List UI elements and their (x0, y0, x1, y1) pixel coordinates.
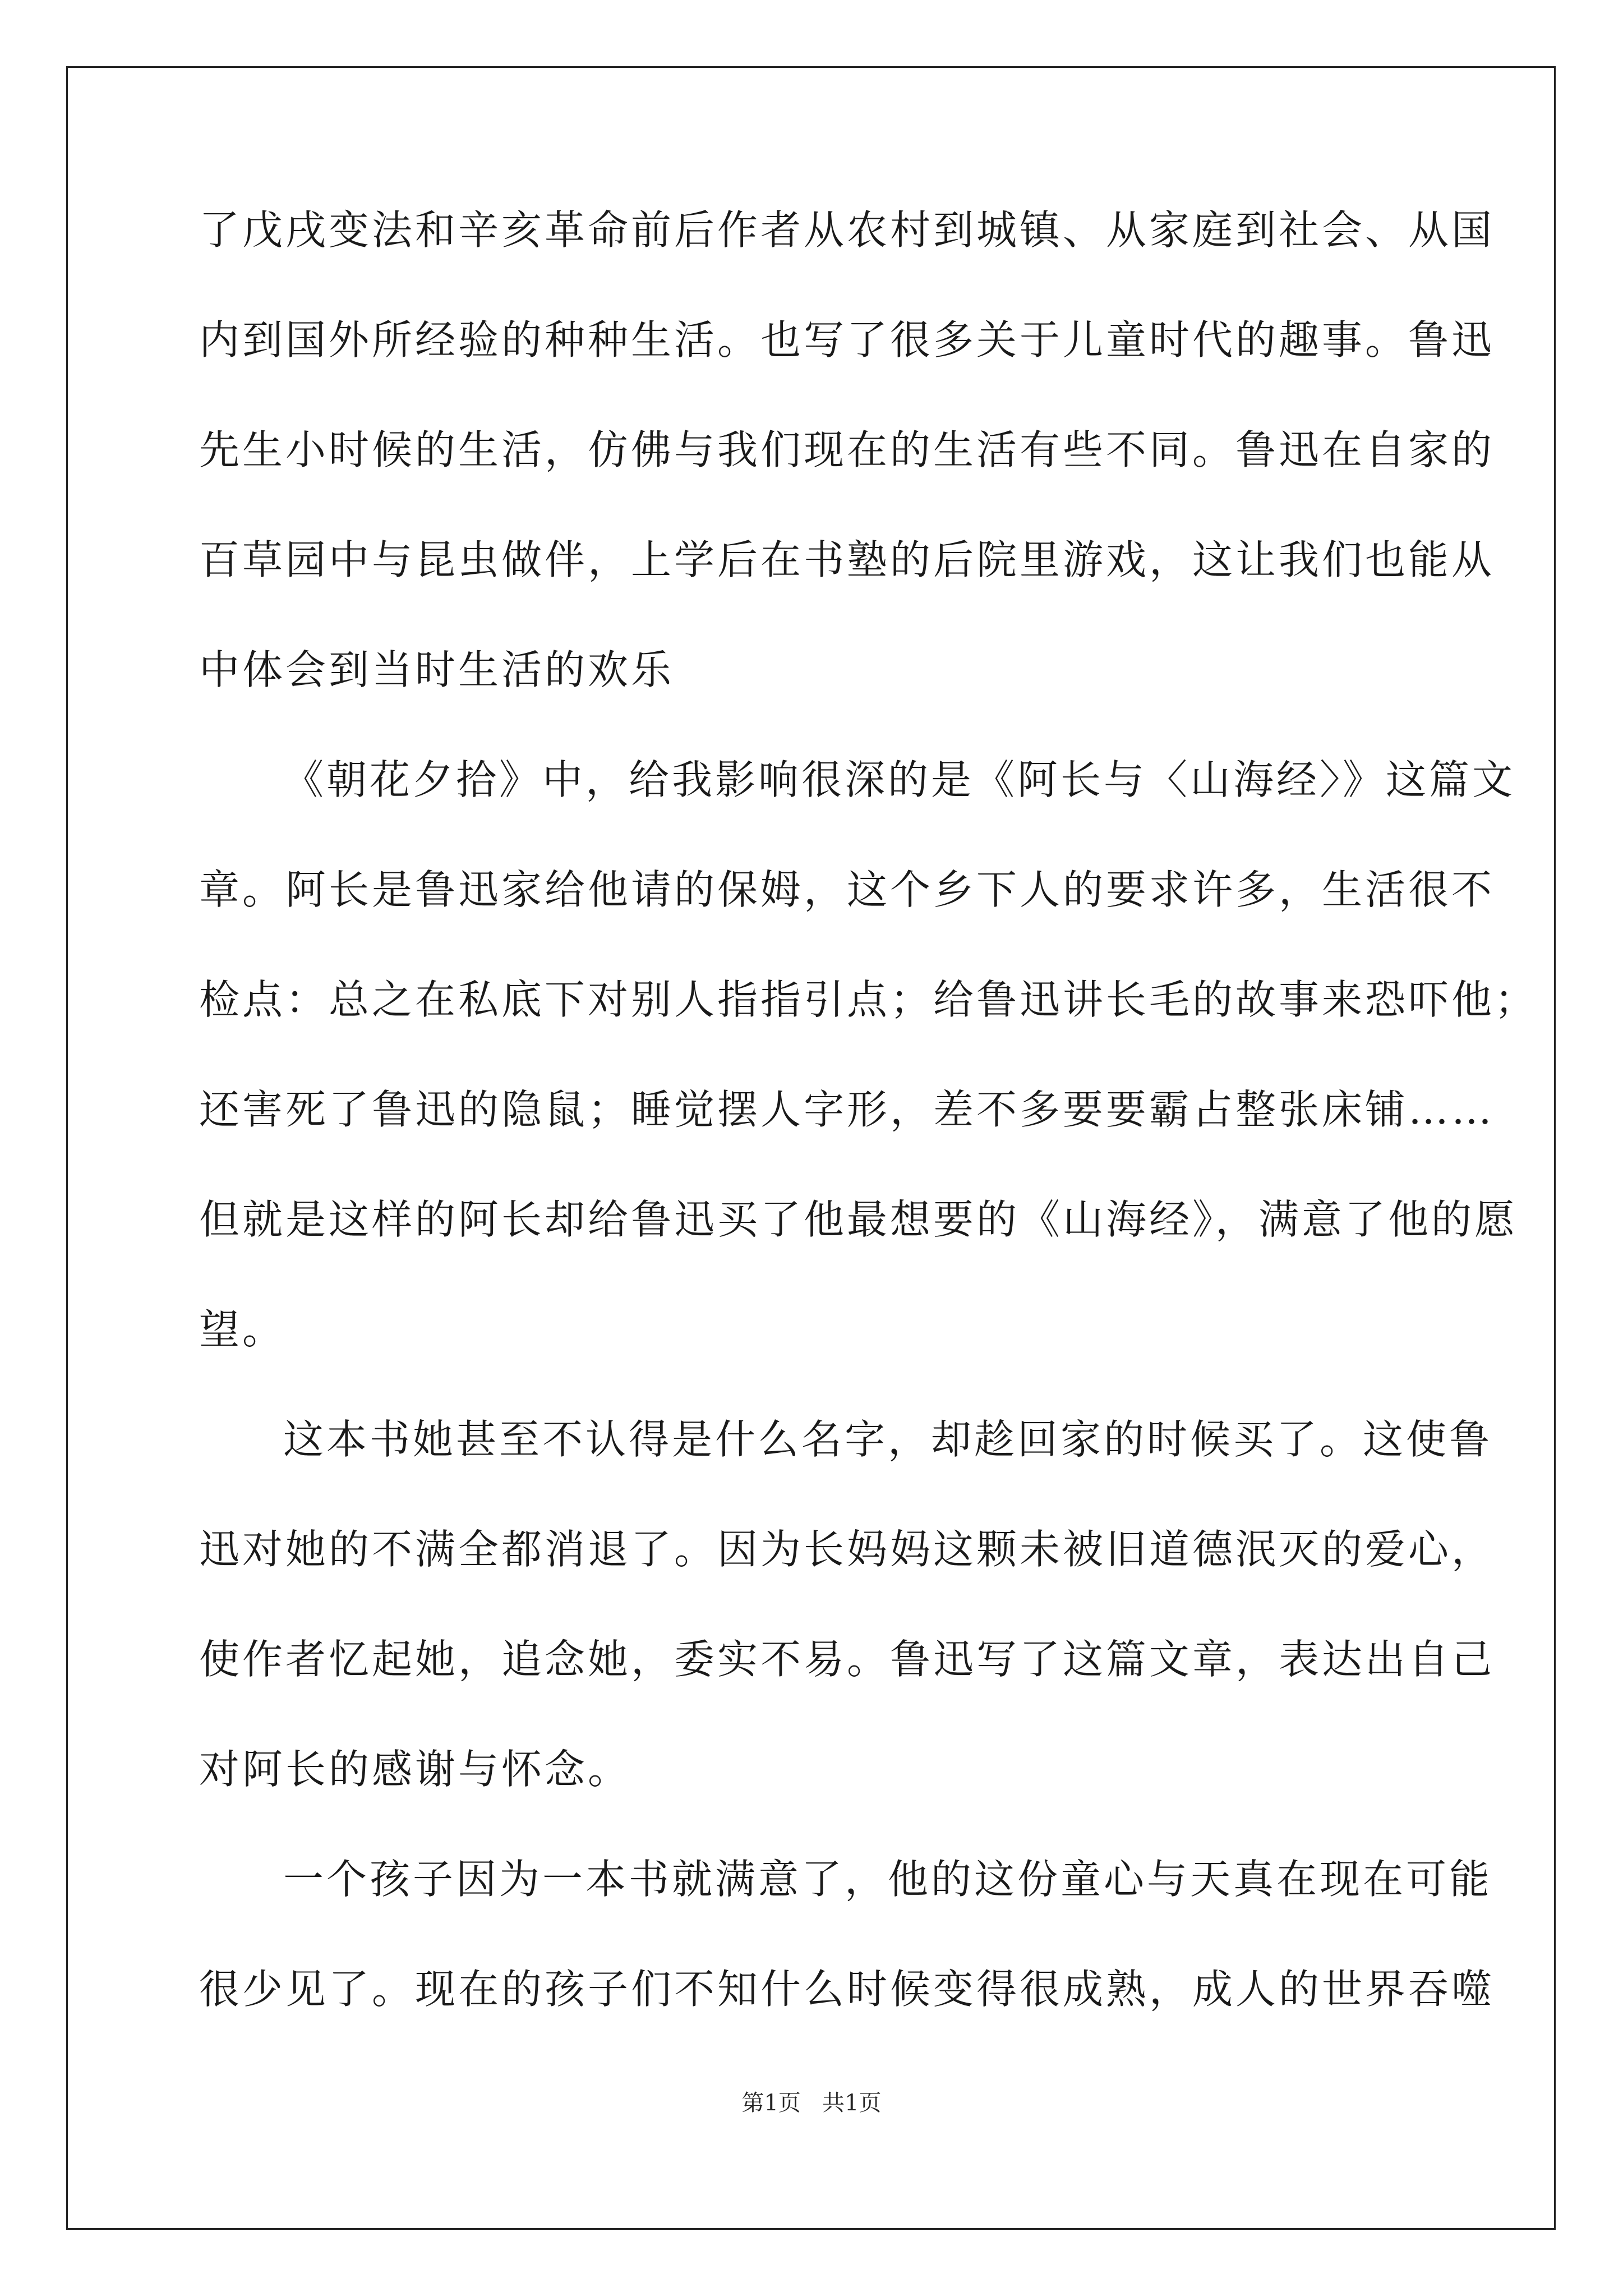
document-body (199, 203, 1538, 2072)
text-line: 章。阿长是鲁迅家给他请的保姆，这个乡下人的要求许多，生活很不 (199, 866, 1495, 913)
text-line: 检点：总之在私底下对别人指指引点；给鲁迅讲长毛的故事来恐吓他； (199, 976, 1538, 1023)
text-line: 对阿长的感谢与怀念。 (199, 1746, 631, 1793)
paragraph-first-line: 这本书她甚至不认得是什么名字，却趁回家的时候买了。这使鲁 (283, 1416, 1493, 1463)
text-line: 很少见了。现在的孩子们不知什么时候变得很成熟，成人的世界吞噬 (199, 1966, 1495, 2013)
text-line: 迅对她的不满全都消退了。因为长妈妈这颗未被旧道德泯灭的爱心， (199, 1526, 1495, 1573)
paragraph-first-line: 一个孩子因为一本书就满意了，他的这份童心与天真在现在可能 (283, 1856, 1493, 1903)
text-line: 了戊戌变法和辛亥革命前后作者从农村到城镇、从家庭到社会、从国 (199, 206, 1495, 254)
text-line: 先生小时候的生活，仿佛与我们现在的生活有些不同。鲁迅在自家的 (199, 426, 1495, 473)
text-line: 内到国外所经验的种种生活。也写了很多关于儿童时代的趣事。鲁迅 (199, 316, 1495, 364)
text-line: 但就是这样的阿长却给鲁迅买了他最想要的《山海经》，满意了他的愿 (199, 1196, 1518, 1243)
text-line: 使作者忆起她，追念她，委实不易。鲁迅写了这篇文章，表达出自己 (199, 1636, 1495, 1683)
paragraph-first-line: 《朝花夕拾》中，给我影响很深的是《阿长与〈山海经〉》这篇文 (283, 756, 1516, 803)
text-line: 还害死了鲁迅的隐鼠；睡觉摆人字形，差不多要要霸占整张床铺…… (199, 1086, 1495, 1133)
text-line: 百草园中与昆虫做伴，上学后在书塾的后院里游戏，这让我们也能从 (199, 536, 1495, 583)
text-line: 望。 (199, 1306, 286, 1353)
page-number-footer: 第1页 共1页 (741, 2090, 882, 2116)
text-line: 中体会到当时生活的欢乐 (199, 646, 675, 693)
